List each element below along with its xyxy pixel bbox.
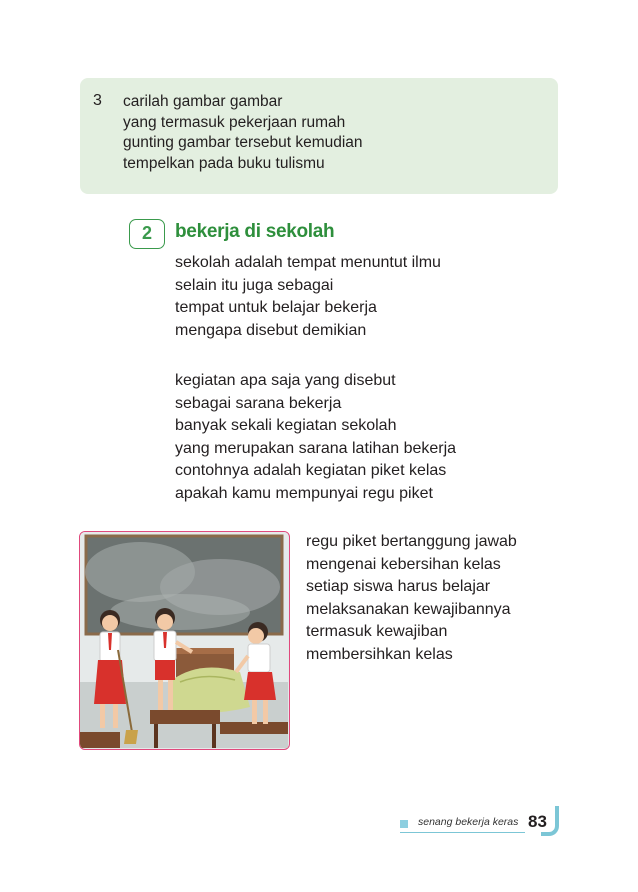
text-line: contohnya adalah kegiatan piket kelas: [175, 462, 447, 479]
section-number-badge: 2: [129, 219, 165, 249]
text-line: apakah kamu mempunyai regu piket: [175, 484, 433, 502]
text-line: membersihkan kelas: [306, 645, 453, 663]
paragraph-activities: [175, 370, 456, 505]
text-line: sebagai sarana bekerja: [175, 394, 342, 412]
task-instructions: [123, 92, 363, 174]
text-line: selain itu juga sebagai: [175, 276, 334, 294]
text-line: termasuk kewajiban: [306, 623, 448, 640]
text-line: mengenai kebersihan kelas: [306, 555, 501, 573]
text-line: yang merupakan sarana latihan bekerja: [175, 439, 457, 457]
task-line: gunting gambar tersebut kemudian: [123, 134, 363, 151]
classroom-scene: [80, 532, 288, 748]
task-line: tempelkan pada buku tulismu: [123, 154, 325, 172]
footer-rule: [400, 832, 525, 833]
paragraph-duty-group: [306, 531, 517, 666]
running-title: senang bekerja keras: [418, 816, 519, 828]
text-line: banyak sekali kegiatan sekolah: [175, 417, 397, 434]
task-line: carilah gambar gambar: [123, 93, 283, 110]
text-line: mengapa disebut demikian: [175, 321, 367, 339]
classroom-cleaning-illustration: [79, 531, 290, 750]
paragraph-intro: [175, 252, 441, 342]
section-title: bekerja di sekolah: [175, 221, 335, 242]
page-number: 83: [528, 812, 547, 831]
task-number: 3: [93, 92, 102, 109]
text-line: melaksanakan kewajibannya: [306, 600, 511, 618]
text-line: sekolah adalah tempat menuntut ilmu: [175, 254, 441, 271]
text-line: kegiatan apa saja yang disebut: [175, 372, 396, 389]
footer-marker-icon: [400, 820, 408, 828]
text-line: regu piket bertanggung jawab: [306, 533, 517, 550]
text-line: setiap siswa harus belajar: [306, 578, 491, 595]
task-line: yang termasuk pekerjaan rumah: [123, 113, 346, 131]
text-line: tempat untuk belajar bekerja: [175, 299, 377, 316]
page-corner-bracket: [541, 806, 559, 836]
